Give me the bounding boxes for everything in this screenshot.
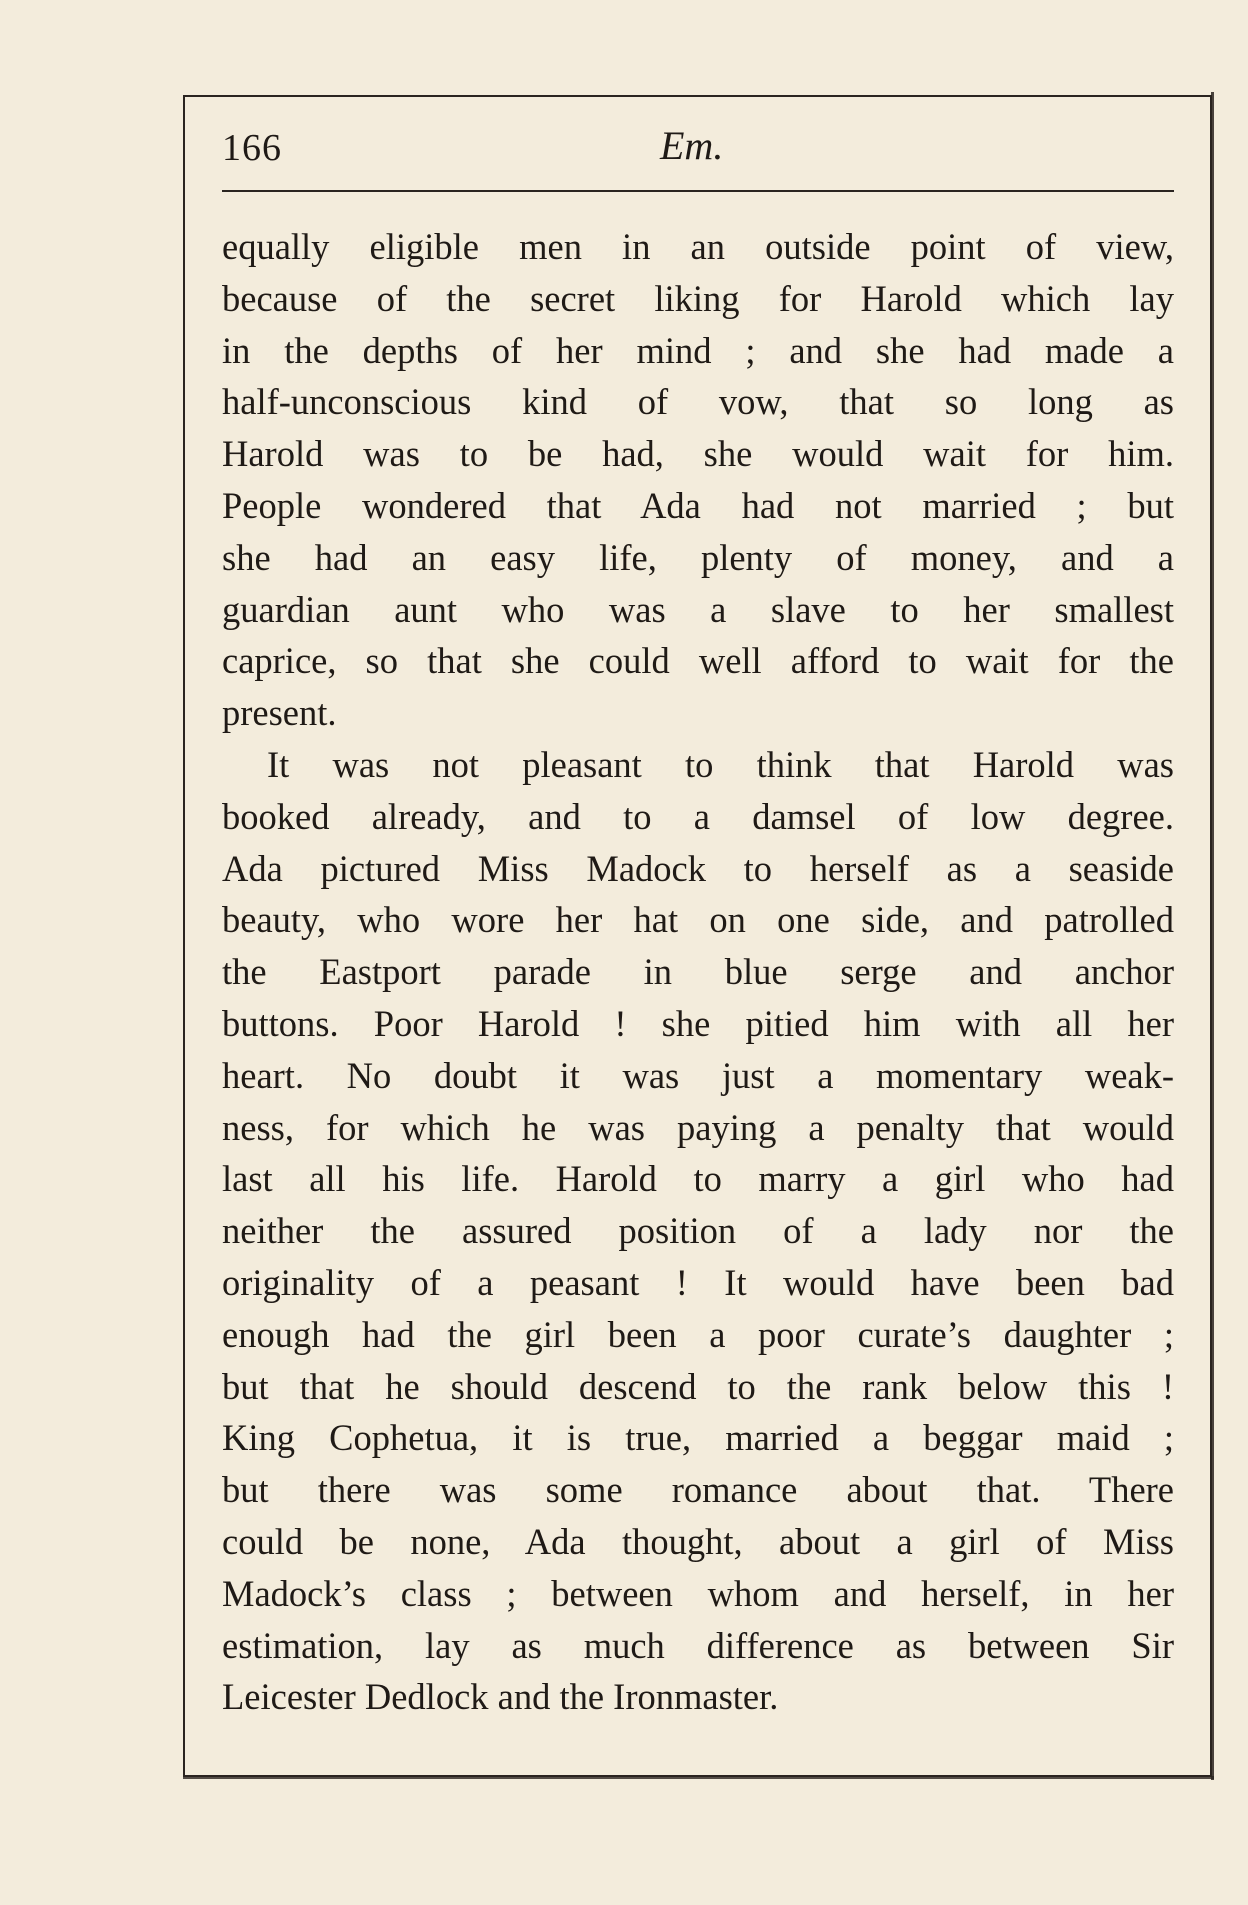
text-line: could be none, Ada thought, about a girl of Miss: [222, 1520, 1174, 1562]
running-head: [222, 118, 1174, 178]
text-line: guardian aunt who was a slave to her smallest: [222, 588, 1174, 630]
text-line: estimation, lay as much difference as between Sir: [222, 1624, 1174, 1666]
page-border-right-edge: [1211, 92, 1214, 1780]
text-line: buttons. Poor Harold ! she pitied him with all her: [222, 1002, 1174, 1044]
body-text: [222, 221, 1174, 1723]
text-line: ness, for which he was paying a penalty that would: [222, 1106, 1174, 1148]
text-line: enough had the girl been a poor curate’s daughter ;: [222, 1313, 1174, 1355]
page-border-bottom-edge: [183, 1776, 1214, 1779]
text-line: originality of a peasant ! It would have been bad: [222, 1261, 1174, 1303]
text-line: neither the assured position of a lady nor the: [222, 1210, 1174, 1252]
text-line: the Eastport parade in blue serge and anchor: [222, 951, 1174, 993]
text-line: in the depths of her mind ; and she had made a: [222, 329, 1174, 371]
text-line: present.: [222, 692, 337, 734]
text-line: Leicester Dedlock and the Ironmaster.: [222, 1676, 779, 1718]
text-line: but there was some romance about that. There: [222, 1469, 1174, 1511]
running-title: Em.: [660, 123, 724, 168]
text-line: but that he should descend to the rank below this !: [222, 1365, 1174, 1407]
text-line: People wondered that Ada had not married ; but: [222, 484, 1174, 526]
text-line: Harold was to be had, she would wait for him.: [222, 433, 1174, 475]
text-line: caprice, so that she could well afford to wait for the: [222, 640, 1174, 682]
text-line: Ada pictured Miss Madock to herself as a seaside: [222, 847, 1174, 889]
header-rule: [222, 190, 1174, 192]
page-number: 166: [222, 127, 282, 169]
text-line: beauty, who wore her hat on one side, and patrolled: [222, 899, 1174, 941]
text-line: King Cophetua, it is true, married a beggar maid ;: [222, 1417, 1174, 1459]
text-line: last all his life. Harold to marry a girl who had: [222, 1158, 1174, 1200]
text-line: booked already, and to a damsel of low degree.: [222, 795, 1174, 837]
text-line: half-unconscious kind of vow, that so long as: [222, 381, 1174, 423]
text-line: Madock’s class ; between whom and herself, in her: [222, 1572, 1174, 1614]
text-line: because of the secret liking for Harold which lay: [222, 277, 1174, 319]
text-line: heart. No doubt it was just a momentary weak-: [222, 1054, 1174, 1096]
text-line: equally eligible men in an outside point of view,: [222, 226, 1174, 267]
text-line: she had an easy life, plenty of money, and a: [222, 536, 1174, 578]
text-line: It was not pleasant to think that Harold was: [267, 743, 1174, 785]
